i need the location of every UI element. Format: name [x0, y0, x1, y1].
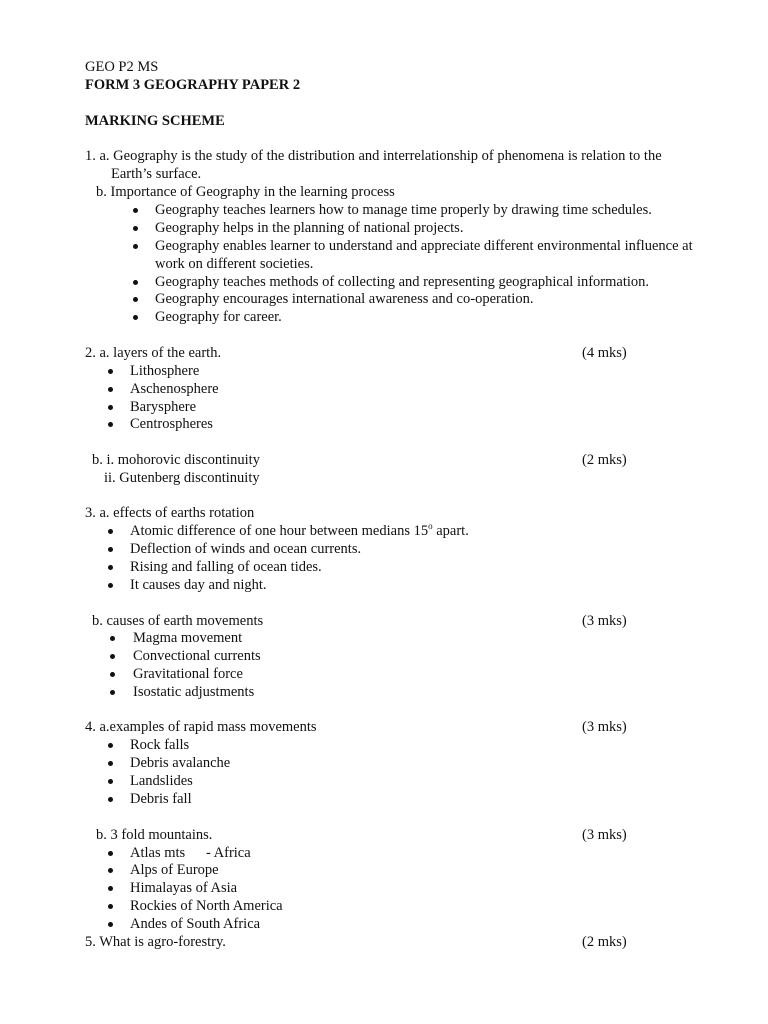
list-item: Geography enables learner to understand and appreciate different environmental influence at — [155, 238, 693, 254]
bullet — [133, 315, 138, 320]
bullet — [133, 208, 138, 213]
list-item-text: apart. — [432, 523, 469, 539]
marking-scheme-heading: MARKING SCHEME — [85, 113, 225, 129]
q3a-heading: 3. a. effects of earths rotation — [85, 505, 255, 521]
bullet — [108, 369, 113, 374]
list-item: Alps of Europe — [130, 862, 219, 878]
bullet — [133, 226, 138, 231]
q1a-text-cont: Earth’s surface. — [111, 166, 202, 182]
list-item-cont: work on different societies. — [155, 256, 314, 272]
bullet — [133, 297, 138, 302]
list-item: Aschenosphere — [130, 381, 219, 397]
bullet — [133, 280, 138, 285]
list-item: Atlas mts — [130, 845, 186, 861]
bullet — [108, 547, 113, 552]
bullet — [108, 868, 113, 873]
bullet — [108, 422, 113, 427]
q2b-i: b. i. mohorovic discontinuity — [92, 452, 260, 468]
bullet — [108, 583, 113, 588]
bullet — [108, 851, 113, 856]
list-item: It causes day and night. — [130, 577, 267, 593]
bullet — [108, 904, 113, 909]
list-item: Lithosphere — [130, 363, 200, 379]
bullet — [108, 405, 113, 410]
bullet — [108, 529, 113, 534]
list-item: Debris fall — [130, 791, 192, 807]
list-item: Geography encourages international awareness and co-operation. — [155, 291, 534, 307]
list-item: Geography for career. — [155, 309, 282, 325]
list-item: Convectional currents — [133, 648, 261, 664]
bullet — [108, 922, 113, 927]
q3b-heading: b. causes of earth movements — [92, 613, 264, 629]
bullet — [133, 244, 138, 249]
marks-label: (4 mks) — [582, 345, 627, 361]
list-item: Andes of South Africa — [130, 916, 261, 932]
q1b-heading: b. Importance of Geography in the learning process — [96, 184, 395, 200]
q2a-heading: 2. a. layers of the earth. — [85, 345, 222, 361]
list-item: Isostatic adjustments — [133, 684, 255, 700]
marks-label: (3 mks) — [582, 827, 627, 843]
list-item: Landslides — [130, 773, 193, 789]
q4a-heading: 4. a.examples of rapid mass movements — [85, 719, 317, 735]
bullet — [110, 636, 115, 641]
list-item: Barysphere — [130, 399, 197, 415]
bullet — [110, 654, 115, 659]
q2b-ii: ii. Gutenberg discontinuity — [104, 470, 260, 486]
bullet — [110, 690, 115, 695]
marks-label: (2 mks) — [582, 452, 627, 468]
bullet — [108, 797, 113, 802]
list-item: Rock falls — [130, 737, 190, 753]
bullet — [110, 672, 115, 677]
marks-label: (2 mks) — [582, 934, 627, 950]
q1a-text: 1. a. Geography is the study of the distribution and interrelationship of phenomena is relation to the — [85, 148, 662, 164]
list-item: Deflection of winds and ocean currents. — [130, 541, 362, 557]
bullet — [108, 565, 113, 570]
bullet — [108, 779, 113, 784]
list-item: Geography helps in the planning of national projects. — [155, 220, 464, 236]
bullet — [108, 886, 113, 891]
paper-title: FORM 3 GEOGRAPHY PAPER 2 — [85, 77, 301, 93]
marks-label: (3 mks) — [582, 613, 627, 629]
list-item: Geography teaches methods of collecting and representing geographical information. — [155, 274, 650, 290]
bullet — [108, 743, 113, 748]
list-item — [130, 522, 469, 540]
list-item: Rising and falling of ocean tides. — [130, 559, 322, 575]
marks-label: (3 mks) — [582, 719, 627, 735]
list-item: Rockies of North America — [130, 898, 283, 914]
list-item: Gravitational force — [133, 666, 243, 682]
q4b-heading: b. 3 fold mountains. — [96, 827, 213, 843]
list-item-region: - Africa — [206, 845, 251, 861]
list-item: Centrospheres — [130, 416, 213, 432]
paper-code: GEO P2 MS — [85, 59, 159, 75]
list-item: Magma movement — [133, 630, 243, 646]
list-item-text: Atomic difference of one hour between medians 15 — [130, 523, 429, 539]
bullet — [108, 761, 113, 766]
list-item: Geography teaches learners how to manage time properly by drawing time schedules. — [155, 202, 652, 218]
list-item: Debris avalanche — [130, 755, 231, 771]
bullet — [108, 387, 113, 392]
degree-superscript: o — [428, 521, 433, 531]
list-item: Himalayas of Asia — [130, 880, 238, 896]
q5-heading: 5. What is agro-forestry. — [85, 934, 226, 950]
